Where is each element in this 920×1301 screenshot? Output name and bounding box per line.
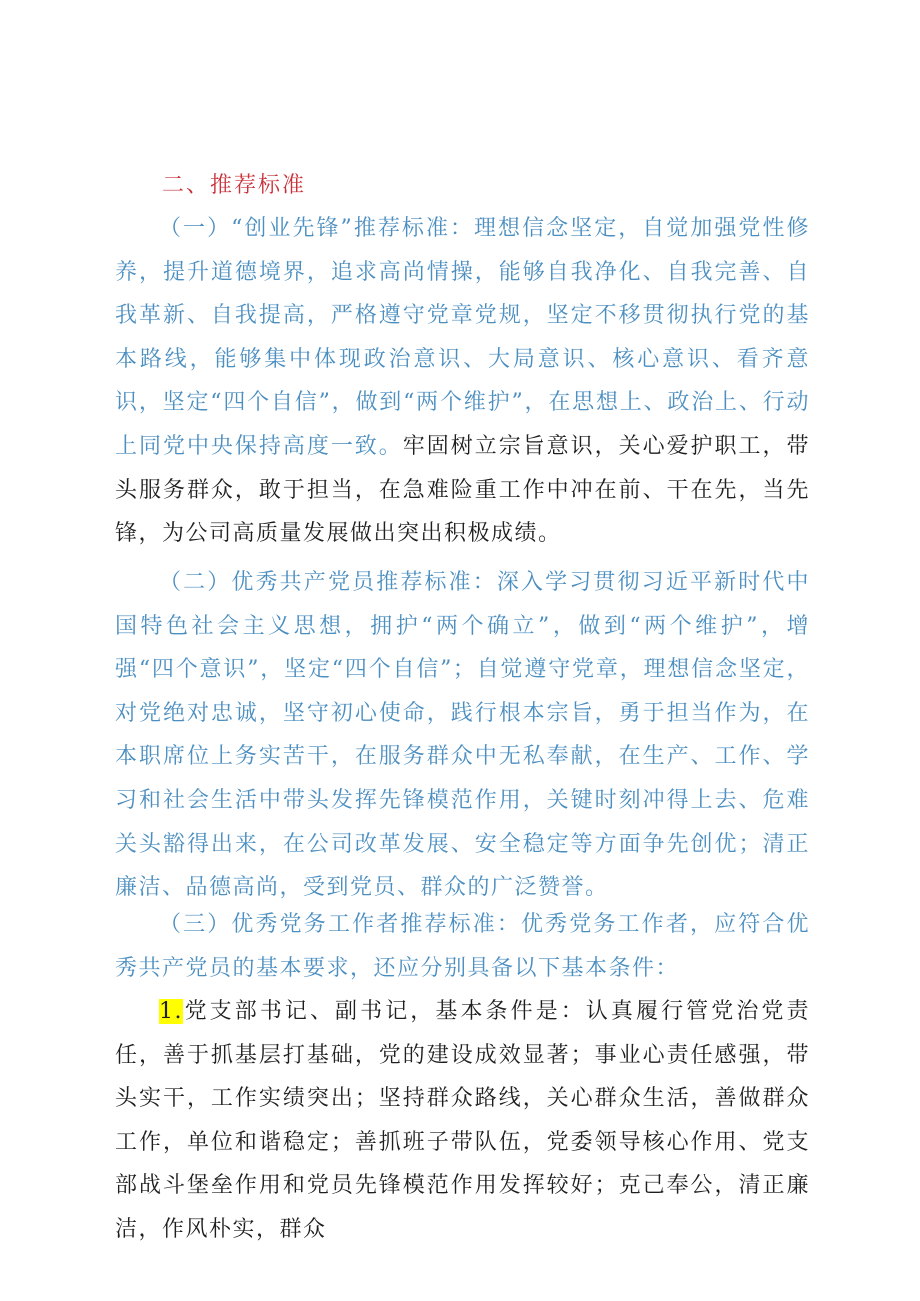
paragraph-party-worker-standard: （三）优秀党务工作者推荐标准：优秀党务工作者，应符合优秀共产党员的基本要求，还应分别具备以下基本条件： xyxy=(115,912,810,981)
section-heading: 二、推荐标准 xyxy=(162,173,307,198)
paragraph-item-1 xyxy=(115,990,810,1252)
pioneer-standard-text-black: 牢固树立宗旨意识，关心爱护职工，带头服务群众，敢于担当，在急难险重工作中冲在前、干在先，当先锋，为公司高质量发展做出突出积极成绩。 xyxy=(115,433,810,547)
item-1-text: 党支部书记、副书记，基本条件是：认真履行管党治党责任，善于抓基层打基础，党的建设成效显著；事业心责任感强，带头实干，工作实绩突出；坚持群众路线，关心群众生活，善做群众工作，单位和谐稳定；善抓班子带队伍，党委领导核心作用、党支部战斗堡垒作用和党员先锋模范作用发挥较好；克己奉公，清正廉洁，作风朴实，群众 xyxy=(115,999,810,1242)
paragraph-pioneer-standard xyxy=(115,207,810,556)
pioneer-standard-text-blue: （一）“创业先锋”推荐标准：理想信念坚定，自觉加强党性修养，提升道德境界，追求高尚情操，能够自我净化、自我完善、自我革新、自我提高，严格遵守党章党规，坚定不移贯彻执行党的基本路线，能够集中体现政治意识、大局意识、核心意识、看齐意识，坚定“四个自信”，做到“两个维护”，在思想上、政治上、行动上同党中央保持高度一致。 xyxy=(115,216,810,459)
paragraph-party-member-standard: （二）优秀共产党员推荐标准：深入学习贯彻习近平新时代中国特色社会主义思想，拥护“两个确立”，做到“两个维护”，增强“四个意识”，坚定“四个自信”；自觉遵守党章，理想信念坚定，对党绝对忠诚，坚守初心使命，践行根本宗旨，勇于担当作为，在本职席位上务实苦干，在服务群众中无私奉献，在生产、工作、学习和社会生活中带头发挥先锋模范作用，关键时刻冲得上去、危难关头豁得出来，在公司改革发展、安全稳定等方面争先创优；清正廉洁、品德高尚，受到党员、群众的广泛赞誉。 xyxy=(115,570,810,901)
item-number-highlight: 1. xyxy=(159,999,183,1024)
